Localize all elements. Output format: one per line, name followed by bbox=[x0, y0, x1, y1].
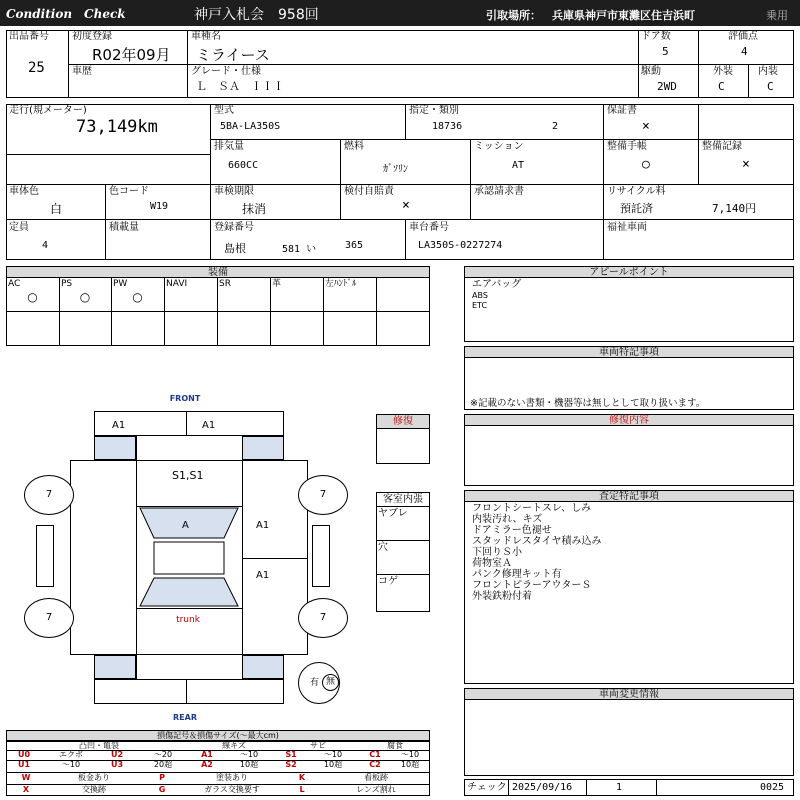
score-value: 4 bbox=[741, 45, 748, 58]
record-value: × bbox=[742, 157, 750, 172]
wheel-rear-left: 7 bbox=[24, 598, 74, 638]
door-rear-damage: A1 bbox=[256, 570, 270, 581]
exterior-value: C bbox=[718, 80, 725, 93]
lot-number-label: 出品番号 bbox=[9, 31, 49, 42]
front-label: FRONT bbox=[169, 394, 201, 403]
corner-fr bbox=[242, 436, 284, 460]
color-code-value: W19 bbox=[150, 201, 169, 212]
score-label: 評価点 bbox=[728, 31, 758, 42]
equip-navi-label: NAVI bbox=[166, 279, 188, 289]
exterior-label: 外装 bbox=[713, 66, 733, 77]
legend-code: L bbox=[299, 785, 305, 794]
legend-desc: 10超 bbox=[400, 760, 420, 769]
auction-title: 神戸入札会 958回 bbox=[194, 7, 319, 23]
legend-code: U3 bbox=[110, 760, 124, 769]
wheel-rear-right: 7 bbox=[298, 598, 348, 638]
displacement-value: 660CC bbox=[228, 160, 259, 171]
legend-code: A1 bbox=[201, 750, 213, 759]
inspection-label: 車検期限 bbox=[214, 186, 254, 197]
manual-value: ○ bbox=[642, 157, 650, 172]
equip-ac-value: ○ bbox=[27, 290, 38, 304]
legend-code: G bbox=[158, 785, 166, 794]
cabin-burn-label: コゲ bbox=[378, 576, 398, 587]
recycle-status: 預託済 bbox=[620, 202, 653, 215]
legend-desc: 〜10 bbox=[61, 760, 81, 769]
inspection-note-line: 下回りＳ小 bbox=[472, 547, 522, 558]
front-left-damage: A1 bbox=[112, 420, 126, 431]
check-page: 1 bbox=[616, 782, 623, 793]
manual-label: 整備手帳 bbox=[607, 141, 647, 152]
car-name-label: 車種名 bbox=[191, 31, 221, 42]
legend-code: S2 bbox=[285, 760, 297, 769]
legend-title: 損傷記号＆損傷サイズ(〜最大cm) bbox=[7, 731, 429, 741]
plate-region: 島根 bbox=[224, 242, 246, 255]
legend-header-rust: サビ bbox=[310, 741, 326, 750]
wheel-front-right: 7 bbox=[298, 475, 348, 515]
cabin-title: 客室内張 bbox=[383, 494, 423, 505]
legend-code: X bbox=[22, 785, 30, 794]
designation-label: 指定・類別 bbox=[409, 105, 459, 116]
legend-header-corrosion: 腐食 bbox=[387, 741, 403, 750]
capacity-label: 定員 bbox=[9, 222, 29, 233]
legend-header-scratch: 線キズ bbox=[222, 741, 246, 750]
inspection-note-line: パンク修理キット有 bbox=[472, 569, 562, 580]
doors-label: ドア数 bbox=[641, 31, 671, 42]
mission-value: AT bbox=[512, 160, 525, 171]
model-value: 5BA-LA350S bbox=[220, 121, 281, 132]
legend-desc: レンズ割れ bbox=[356, 785, 396, 794]
windshield-damage: A bbox=[182, 520, 189, 531]
equip-lhd-label: 左ﾊﾝﾄﾞﾙ bbox=[325, 279, 357, 289]
legend-desc: ガラス交換要す bbox=[204, 785, 260, 794]
car-name-value: ミライース bbox=[196, 46, 270, 64]
history-label: 車歴 bbox=[72, 66, 92, 77]
inspection-value: 抹消 bbox=[242, 202, 267, 216]
color-label: 車体色 bbox=[9, 186, 39, 197]
legend-code: P bbox=[159, 773, 165, 782]
color-value: 白 bbox=[50, 202, 63, 216]
insurance-label: 検付自賠責 bbox=[344, 186, 394, 197]
interior-value: C bbox=[767, 80, 774, 93]
model-label: 型式 bbox=[214, 105, 234, 116]
legend-code: S1 bbox=[285, 750, 297, 759]
legend-desc: 20超 bbox=[153, 760, 173, 769]
inspection-note-line: 外装鉄粉付着 bbox=[472, 591, 532, 602]
appeal-line-airbag: エアバッグ bbox=[472, 279, 522, 290]
capacity-value: 4 bbox=[42, 240, 49, 251]
legend-desc: 〜10 bbox=[323, 750, 343, 759]
lot-number-value: 25 bbox=[28, 60, 45, 76]
chassis-value: LA350S-0227274 bbox=[418, 240, 503, 251]
drive-value: 2WD bbox=[657, 80, 677, 93]
cabin-hole-label: 穴 bbox=[378, 542, 388, 553]
legend-desc: 10超 bbox=[239, 760, 259, 769]
change-info-box bbox=[464, 688, 794, 776]
check-date: 2025/09/16 bbox=[512, 782, 573, 793]
first-registration-label: 初度登録 bbox=[72, 31, 112, 42]
special-notes-text: ※記載のない書類・機器等は無しとして取り扱います。 bbox=[470, 398, 706, 409]
plate-class: 581 い bbox=[282, 244, 317, 255]
appeal-title: アピールポイント bbox=[465, 267, 793, 278]
chassis-label: 車台番号 bbox=[409, 222, 449, 233]
inspection-note-line: ドアミラー色褪せ bbox=[472, 525, 552, 536]
approval-label: 承認請求書 bbox=[474, 186, 524, 197]
insurance-value: × bbox=[402, 198, 410, 213]
inspection-note-line: フロントシートスレ、しみ bbox=[472, 503, 592, 514]
pickup-label: 引取場所： bbox=[486, 9, 541, 22]
grade-label: グレード・仕様 bbox=[191, 66, 261, 77]
displacement-label: 排気量 bbox=[214, 141, 244, 152]
welfare-label: 福祉車両 bbox=[607, 222, 647, 233]
equip-leather-label: 革 bbox=[272, 279, 282, 289]
equip-ps-label: PS bbox=[61, 279, 73, 289]
legend-code: C2 bbox=[369, 760, 381, 769]
legend-desc: 塗装あり bbox=[216, 773, 248, 782]
legend-code: U1 bbox=[17, 760, 31, 769]
interior-label: 内装 bbox=[758, 66, 778, 77]
right-side-window bbox=[312, 525, 330, 587]
pickup-location: 兵庫県神戸市東灘区住吉浜町 bbox=[552, 9, 695, 22]
inspection-note-line: 荷物室Ａ bbox=[472, 558, 512, 569]
mileage-label: 走行(規メーター) bbox=[9, 105, 87, 116]
cabin-tear-label: ヤブレ bbox=[378, 508, 408, 519]
check-label: チェック bbox=[467, 782, 507, 793]
spare-tire-yes: 有 bbox=[310, 678, 320, 688]
repair-box-title: 修復 bbox=[377, 415, 429, 429]
equipment-box bbox=[6, 266, 430, 346]
warranty-value: × bbox=[642, 119, 650, 134]
legend-code: U0 bbox=[17, 750, 31, 759]
record-label: 整備記録 bbox=[702, 141, 742, 152]
equip-pw-value: ○ bbox=[132, 290, 143, 304]
plate-label: 登録番号 bbox=[214, 222, 254, 233]
legend-desc: エクボ bbox=[59, 750, 83, 759]
legend-desc: 10超 bbox=[323, 760, 343, 769]
mileage-value: 73,149km bbox=[76, 117, 158, 137]
drive-label: 駆動 bbox=[641, 66, 661, 77]
appeal-line-abs: ABS bbox=[472, 291, 488, 300]
car-glass-drawing bbox=[136, 506, 242, 608]
corner-rl bbox=[94, 655, 136, 679]
equip-ac-label: AC bbox=[8, 279, 21, 289]
spare-tire-no: 無 bbox=[322, 674, 339, 691]
recycle-value: 7,140円 bbox=[712, 202, 757, 215]
equipment-title: 装備 bbox=[7, 267, 429, 278]
inspection-note-line: 内装汚れ、キズ bbox=[472, 514, 543, 525]
doors-value: 5 bbox=[662, 45, 669, 58]
fuel-value: ｶﾞｿﾘﾝ bbox=[383, 164, 408, 175]
rear-label: REAR bbox=[173, 713, 197, 722]
recycle-label: リサイクル料 bbox=[607, 186, 666, 197]
rear-bumper bbox=[94, 679, 284, 704]
load-label: 積載量 bbox=[109, 222, 139, 233]
inspection-note-line: フロントピラーアウターＳ bbox=[472, 580, 592, 591]
legend-code: A2 bbox=[201, 760, 213, 769]
corner-fl bbox=[94, 436, 136, 460]
vehicle-category: 乗用 bbox=[766, 9, 788, 22]
category-value: 2 bbox=[552, 121, 559, 132]
color-code-label: 色コード bbox=[109, 186, 149, 197]
equip-pw-label: PW bbox=[113, 279, 128, 289]
inspection-note-line: スタッドレスタイヤ積み込み bbox=[472, 536, 602, 547]
grade-value: Ｌ ＳＡ ＩＩＩ bbox=[196, 80, 284, 93]
legend-code: W bbox=[21, 773, 31, 782]
brand-title: Condition Check bbox=[6, 7, 126, 21]
check-code: 0025 bbox=[760, 782, 785, 793]
plate-number: 365 bbox=[345, 240, 364, 251]
legend-desc: 看板跡 bbox=[364, 773, 388, 782]
legend-header-dent: 凸凹・亀裂 bbox=[79, 741, 119, 750]
appeal-line-etc: ETC bbox=[472, 301, 488, 310]
wheel-front-left: 7 bbox=[24, 475, 74, 515]
legend-desc: 板金あり bbox=[78, 773, 110, 782]
inspection-notes-title: 査定特記事項 bbox=[465, 491, 793, 502]
door-front-damage: A1 bbox=[256, 520, 270, 531]
equip-ps-value: ○ bbox=[79, 290, 91, 304]
legend-desc: 交換跡 bbox=[82, 785, 106, 794]
fuel-label: 燃料 bbox=[344, 141, 364, 152]
legend-code: U2 bbox=[110, 750, 124, 759]
change-info-title: 車両変更情報 bbox=[465, 689, 793, 700]
trunk-label: trunk bbox=[176, 615, 200, 625]
equip-sr-label: SR bbox=[219, 279, 231, 289]
warranty-label: 保証書 bbox=[607, 105, 637, 116]
hood-damage: S1,S1 bbox=[172, 469, 204, 482]
repair-content-title: 修復内容 bbox=[465, 415, 793, 426]
mission-label: ミッション bbox=[474, 141, 524, 152]
legend-code: K bbox=[298, 773, 306, 782]
special-notes-title: 車両特記事項 bbox=[465, 347, 793, 358]
designation-value: 18736 bbox=[432, 121, 463, 132]
legend-code: C1 bbox=[369, 750, 381, 759]
legend-desc: 〜10 bbox=[400, 750, 420, 759]
legend-desc: 〜20 bbox=[153, 750, 173, 759]
front-right-damage: A1 bbox=[202, 420, 216, 431]
legend-desc: 〜10 bbox=[239, 750, 259, 759]
left-side-window bbox=[36, 525, 54, 587]
first-registration-value: R02年09月 bbox=[92, 46, 171, 64]
corner-rr bbox=[242, 655, 284, 679]
